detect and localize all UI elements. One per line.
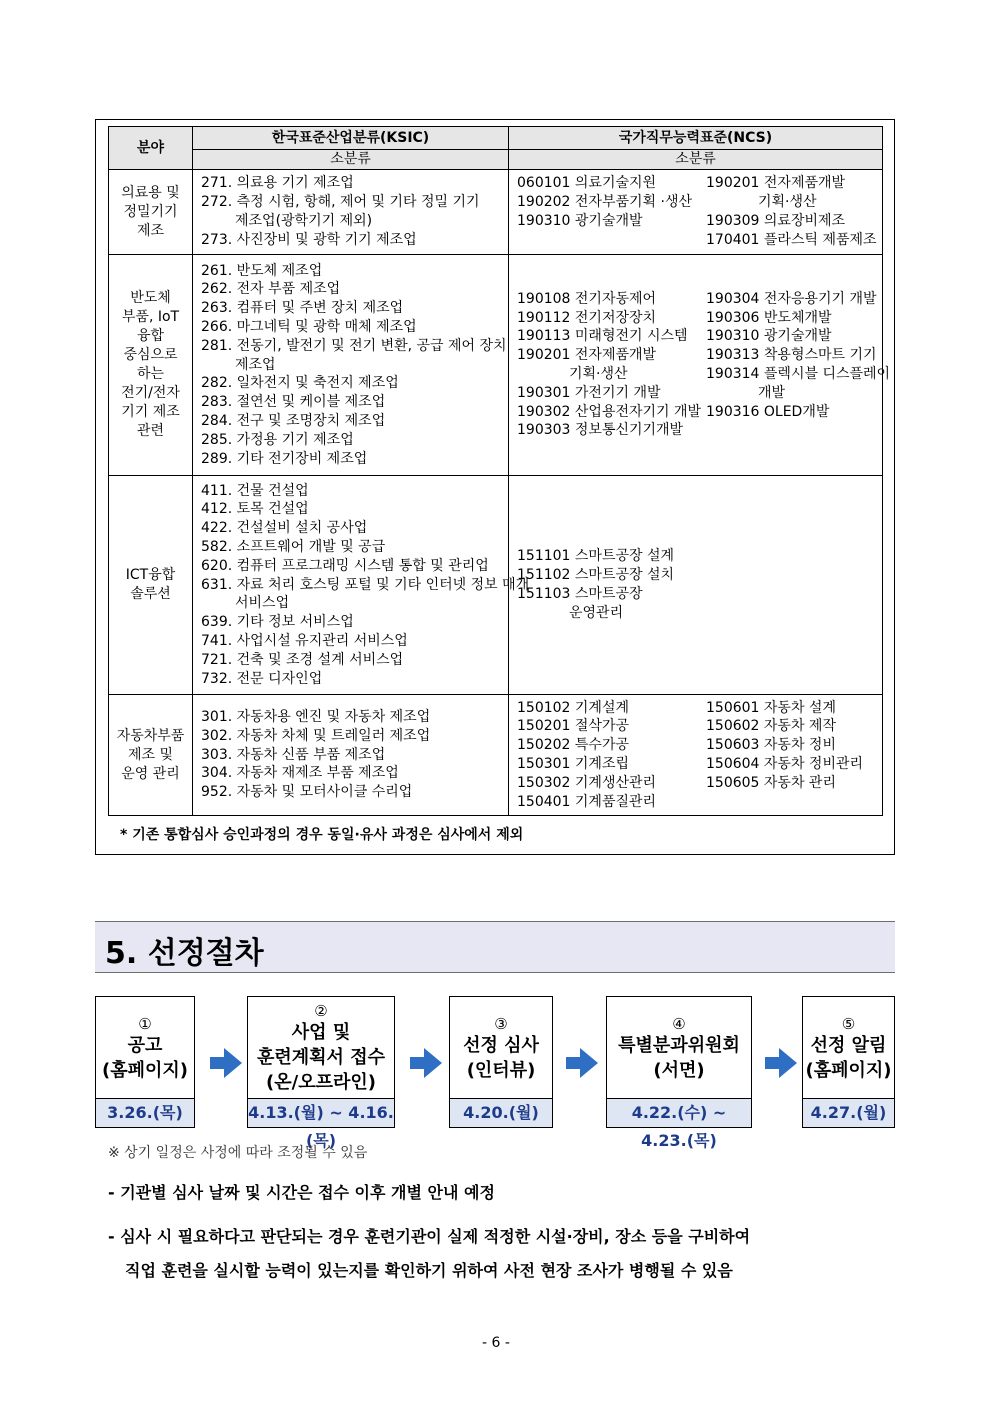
item-text-continued: 운영관리 — [569, 604, 624, 621]
item-text: 150202 특수가공 — [517, 737, 629, 754]
field-line: 융합 — [136, 328, 165, 344]
step-line: 선정 알림 — [810, 1034, 887, 1056]
item-text: 952. 자동차 및 모터사이클 수리업 — [201, 784, 413, 801]
step-number: ① — [138, 1014, 152, 1033]
list-item — [201, 651, 508, 670]
ksic-cell — [193, 170, 509, 255]
field-line: 전기/전자 — [121, 385, 180, 401]
item-text: 732. 전문 디자인업 — [201, 670, 323, 687]
list-item — [706, 327, 874, 346]
item-text: 170401 플라스틱 제품제조 — [706, 231, 877, 248]
classification-table-frame — [95, 119, 895, 855]
list-item — [201, 632, 508, 651]
list-item — [706, 717, 874, 736]
list-item — [201, 374, 508, 393]
list-item — [517, 290, 701, 309]
item-text: 190310 광기술개발 — [706, 328, 832, 345]
list-item — [201, 337, 508, 375]
ncs-columns — [509, 699, 882, 812]
item-text: 411. 건물 건설업 — [201, 482, 309, 499]
list-item — [706, 231, 877, 250]
list-item — [706, 774, 874, 793]
list-item — [201, 262, 508, 281]
step-4 — [606, 996, 752, 1150]
item-text: 639. 기타 정보 서비스업 — [201, 614, 354, 631]
item-text: 190310 광기술개발 — [517, 213, 643, 229]
list-item — [517, 585, 674, 623]
item-text: 151103 스마트공장 — [517, 586, 643, 602]
field-cell — [109, 476, 193, 695]
field-line: 운영 관리 — [121, 765, 180, 782]
list-item — [201, 500, 508, 519]
step-number: ② — [314, 1002, 328, 1020]
ncs-columns — [509, 290, 891, 440]
code-list — [706, 174, 877, 249]
step-2 — [247, 996, 395, 1150]
list-item — [517, 327, 701, 346]
item-text: 150201 절삭가공 — [517, 718, 629, 735]
item-text: 150604 자동차 정비관리 — [706, 756, 864, 772]
item-text: 301. 자동차용 엔진 및 자동차 제조업 — [201, 709, 431, 725]
item-text: 273. 사진장비 및 광학 기기 제조업 — [201, 231, 417, 248]
code-list — [193, 172, 508, 251]
list-item — [517, 755, 656, 774]
code-list — [706, 290, 891, 440]
code-list — [517, 699, 656, 812]
item-text: 150301 기계조립 — [517, 756, 629, 772]
item-text: 190313 착용형스마트 기기 — [706, 347, 877, 364]
list-item — [201, 482, 508, 501]
ncs-cell — [509, 170, 883, 255]
item-text-continued: 제조업 — [235, 356, 276, 373]
item-text: 190303 정보통신기기개발 — [517, 422, 684, 439]
step-5 — [802, 996, 895, 1128]
item-text: 289. 기타 전기장비 제조업 — [201, 450, 368, 467]
step-1 — [95, 996, 195, 1128]
item-text: 150102 기계설계 — [517, 699, 629, 716]
right-arrow-icon — [566, 1048, 598, 1078]
list-item — [706, 699, 874, 718]
item-text: 150401 기계품질관리 — [517, 793, 657, 810]
list-item — [201, 174, 508, 193]
table-row — [109, 695, 883, 816]
item-text: 741. 사업시설 유지관리 서비스업 — [201, 632, 408, 649]
item-text: 262. 전자 부품 제조업 — [201, 281, 341, 298]
bullet-line: - 기관별 심사 날짜 및 시간은 접수 이후 개별 안내 예정 — [108, 1183, 495, 1202]
item-text: 304. 자동차 재제조 부품 제조업 — [201, 765, 399, 782]
list-item — [201, 708, 508, 727]
step-line: (온/오프라인) — [266, 1072, 376, 1093]
list-item — [706, 403, 874, 422]
list-item — [706, 365, 891, 403]
item-text: 261. 반도체 제조업 — [201, 262, 323, 279]
code-list — [706, 699, 874, 812]
field-cell — [109, 170, 193, 255]
list-item — [517, 774, 656, 793]
list-item — [201, 670, 508, 689]
item-text: 631. 자료 처리 호스팅 포털 및 기타 인터넷 정보 매개 — [201, 576, 530, 593]
bullet-line: - 심사 시 필요하다고 판단되는 경우 훈련기관이 실제 적정한 시설·장비, 장소 등을 구비하여 — [108, 1227, 751, 1246]
list-item — [201, 727, 508, 746]
header-ksic: 한국표준산업분류(KSIC) — [193, 127, 509, 150]
section-title: 5. 선정절차 — [105, 936, 264, 971]
step-date: 3.26.(목) — [96, 1098, 194, 1127]
header-ksic-sub: 소분류 — [193, 150, 509, 170]
list-item — [517, 174, 692, 193]
list-item — [201, 519, 508, 538]
field-line: 중심으로 — [123, 347, 178, 363]
item-text: 302. 자동차 차체 및 트레일러 제조업 — [201, 727, 431, 744]
item-text: 271. 의료용 기기 제조업 — [201, 175, 354, 192]
code-list — [193, 706, 508, 804]
item-text: 282. 일차전지 및 축전지 제조업 — [201, 375, 399, 392]
list-item — [517, 793, 656, 812]
step-line: 사업 및 — [291, 1022, 351, 1043]
header-field: 분야 — [109, 127, 193, 170]
ksic-cell — [193, 476, 530, 695]
list-item — [706, 755, 874, 774]
list-item — [201, 393, 508, 412]
step-line: (인터뷰) — [466, 1059, 536, 1081]
item-text: 190108 전기자동제어 — [517, 290, 657, 307]
step-number: ⑤ — [841, 1014, 856, 1033]
step-3 — [449, 996, 553, 1128]
item-text: 284. 전구 및 조명장치 제조업 — [201, 412, 386, 429]
list-item — [201, 299, 508, 318]
step-number: ③ — [494, 1014, 508, 1033]
section-heading — [95, 921, 895, 973]
list-item — [201, 280, 508, 299]
step-line: (홈페이지) — [101, 1059, 188, 1081]
code-list — [517, 290, 701, 440]
table-row — [109, 170, 883, 255]
table-footnote: * 기존 통합심사 승인과정의 경우 동일·유사 과정은 심사에서 제외 — [120, 827, 524, 843]
item-text: 150602 자동차 제작 — [706, 718, 836, 735]
step-date: 4.13.(월) ~ 4.16.(목) — [248, 1098, 394, 1127]
ksic-cell — [193, 255, 509, 476]
list-item — [201, 764, 508, 783]
item-text: 721. 건축 및 조경 설계 서비스업 — [201, 651, 404, 668]
item-text: 151101 스마트공장 설계 — [517, 548, 675, 565]
step-line: 선정 심사 — [463, 1034, 539, 1056]
item-text: 150603 자동차 정비 — [706, 737, 836, 754]
ncs-columns — [509, 547, 882, 622]
item-text: 285. 가정용 기기 제조업 — [201, 431, 354, 448]
list-item — [201, 231, 508, 250]
list-item — [706, 736, 874, 755]
item-text: 266. 마그네틱 및 광학 매체 제조업 — [201, 319, 417, 335]
list-item — [706, 174, 874, 212]
list-item — [706, 346, 877, 365]
field-cell — [109, 695, 193, 816]
table-row — [109, 255, 883, 476]
item-text: 190112 전기저장장치 — [517, 309, 657, 326]
right-arrow-icon — [210, 1048, 242, 1078]
step-line: (서면) — [653, 1059, 705, 1081]
schedule-note: ※ 상기 일정은 사정에 따라 조정될 수 있음 — [108, 1145, 368, 1161]
item-text: 582. 소프트웨어 개발 및 공급 — [201, 539, 386, 555]
header-ncs: 국가직무능력표준(NCS) — [509, 127, 883, 150]
item-text: 272. 측정 시험, 항해, 제어 및 기타 정밀 기기 — [201, 194, 480, 211]
list-item — [706, 212, 874, 231]
item-text: 190113 미래형전기 시스템 — [517, 328, 688, 345]
step-line: 특별분과위원회 — [618, 1034, 740, 1056]
list-item — [517, 566, 674, 585]
field-line: 기기 제조 — [121, 404, 180, 420]
header-ncs-sub: 소분류 — [509, 150, 883, 170]
item-text: 190301 가전기기 개발 — [517, 384, 661, 401]
item-text: 190304 전자응용기기 개발 — [706, 290, 877, 307]
item-text-continued: 개발 — [758, 384, 786, 401]
item-text-continued: 제조업(광학기기 제외) — [235, 213, 373, 229]
right-arrow-icon — [410, 1048, 442, 1078]
item-text: 190302 산업용전자기기 개발 — [517, 403, 702, 420]
list-item — [517, 717, 656, 736]
item-text: 190201 전자제품개발 — [706, 175, 846, 192]
field-line: 솔루션 — [130, 586, 171, 602]
step-date: 4.22.(수) ~ 4.23.(목) — [607, 1098, 751, 1127]
field-line: 부품, IoT — [121, 309, 180, 325]
item-text-continued: 서비스업 — [235, 595, 290, 612]
step-date: 4.27.(월) — [803, 1098, 894, 1127]
list-item — [517, 736, 656, 755]
step-line: 공고 — [127, 1034, 163, 1056]
step-line: 훈련계획서 접수 — [257, 1047, 385, 1068]
item-text: 151102 스마트공장 설치 — [517, 567, 675, 584]
item-text: 620. 컴퓨터 프로그래밍 시스템 통합 및 관리업 — [201, 557, 489, 574]
list-item — [706, 290, 877, 309]
item-text: 190316 OLED개발 — [706, 403, 830, 420]
item-text: 263. 컴퓨터 및 주변 장치 제조업 — [201, 300, 404, 317]
list-item — [517, 309, 701, 328]
field-line: 관련 — [136, 423, 165, 439]
step-line: (홈페이지) — [805, 1059, 892, 1081]
item-text-continued: 기획·생산 — [569, 366, 628, 382]
item-text: 150601 자동차 설계 — [706, 699, 836, 716]
list-item — [517, 403, 701, 422]
item-text: 150302 기계생산관리 — [517, 774, 657, 791]
field-line: 의료용 및 — [121, 184, 180, 201]
list-item — [517, 384, 701, 403]
field-line: 반도체 — [130, 290, 171, 306]
code-list — [193, 260, 508, 471]
bullet-line: 직업 훈련을 실시할 능력이 있는지를 확인하기 위하여 사전 현장 조사가 병행될 수 있음 — [125, 1261, 733, 1280]
item-text: 190309 의료장비제조 — [706, 213, 846, 229]
list-item — [517, 346, 701, 384]
ncs-cell — [509, 695, 883, 816]
page-number: - 6 - — [482, 1335, 510, 1351]
ncs-columns — [509, 174, 882, 249]
field-line: 제조 — [136, 222, 165, 239]
field-line: ICT융합 — [125, 567, 176, 583]
list-item — [201, 557, 508, 576]
field-cell — [109, 255, 193, 476]
list-item — [201, 746, 508, 765]
list-item — [201, 431, 508, 450]
list-item — [706, 309, 874, 328]
item-text: 283. 절연선 및 케이블 제조업 — [201, 394, 386, 411]
list-item — [201, 450, 508, 469]
item-text-continued: 기획·생산 — [758, 194, 817, 211]
item-text: 150605 자동차 관리 — [706, 774, 836, 791]
list-item — [201, 318, 508, 337]
list-item — [517, 193, 692, 212]
field-line: 자동차부품 — [116, 727, 185, 744]
ksic-cell — [193, 695, 509, 816]
step-date: 4.20.(월) — [450, 1098, 552, 1127]
ncs-cell — [509, 255, 891, 476]
code-list — [517, 174, 692, 249]
list-item — [201, 193, 508, 231]
list-item — [517, 699, 656, 718]
item-text: 190201 전자제품개발 — [517, 347, 657, 364]
list-item — [201, 538, 508, 557]
code-list — [517, 547, 674, 622]
field-line: 제조 및 — [127, 746, 174, 763]
list-item — [201, 783, 508, 802]
item-text: 422. 건설설비 설치 공사업 — [201, 520, 368, 537]
list-item — [517, 421, 701, 440]
field-line: 하는 — [136, 366, 165, 382]
item-text: 060101 의료기술지원 — [517, 175, 657, 192]
classification-table — [108, 126, 891, 816]
list-item — [517, 547, 674, 566]
list-item — [201, 576, 530, 614]
code-list — [193, 480, 530, 691]
item-text: 412. 토목 건설업 — [201, 501, 309, 518]
item-text: 190202 전자부품기획 ·생산 — [517, 194, 692, 211]
item-text: 190314 플렉시블 디스플레이 — [706, 366, 891, 382]
list-item — [201, 412, 508, 431]
step-number: ④ — [672, 1014, 686, 1033]
item-text: 303. 자동차 신품 부품 제조업 — [201, 746, 386, 763]
right-arrow-icon — [765, 1048, 797, 1078]
list-item — [201, 613, 508, 632]
item-text: 281. 전동기, 발전기 및 전기 변환, 공급 제어 장치 — [201, 337, 507, 354]
ncs-cell — [509, 476, 883, 695]
item-text: 190306 반도체개발 — [706, 309, 832, 326]
field-line: 정밀기기 — [123, 203, 178, 220]
table-row — [109, 476, 883, 695]
list-item — [517, 212, 692, 231]
